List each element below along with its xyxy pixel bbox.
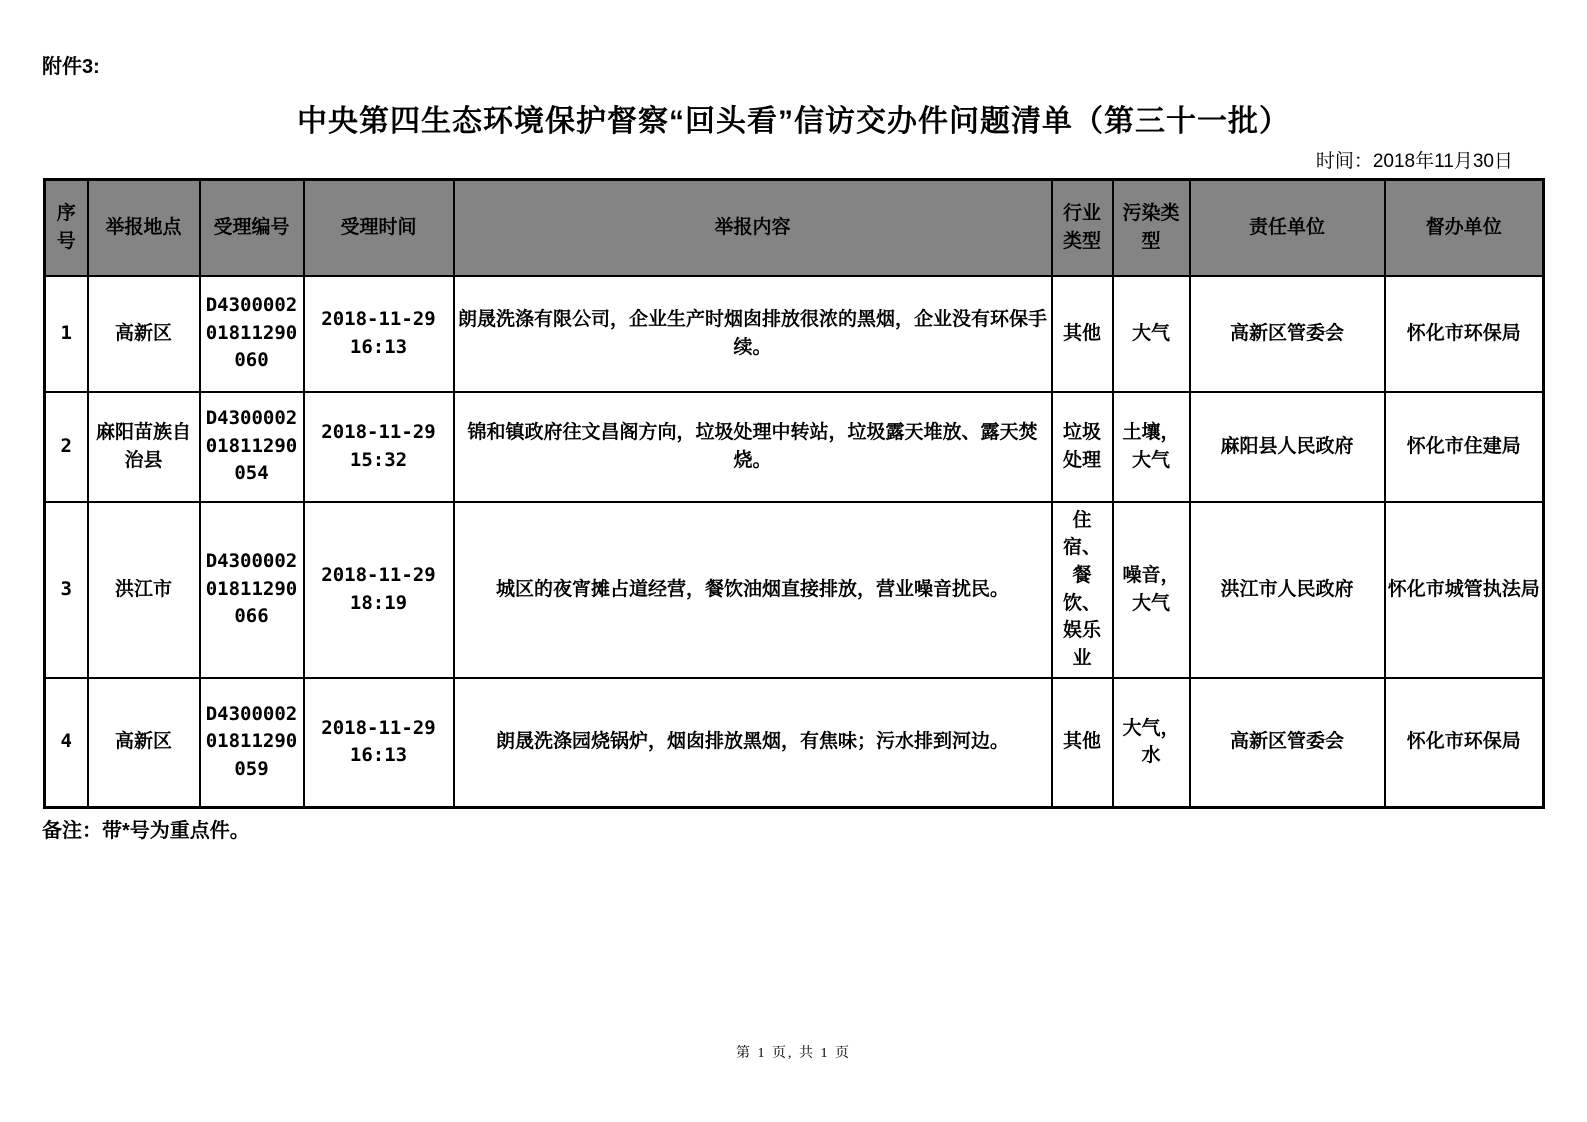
cell-location: 麻阳苗族自治县 [88,392,200,502]
page-number-footer: 第 1 页, 共 1 页 [736,1046,851,1061]
cell-seq: 2 [45,392,88,502]
cell-seq: 1 [45,276,88,392]
cell-supervising-unit: 怀化市住建局 [1385,392,1544,502]
table-row [45,392,1544,502]
header-responsible-unit: 责任单位 [1190,180,1385,276]
page-title: 中央第四生态环境保护督察“回头看”信访交办件问题清单（第三十一批） [297,105,1290,138]
cell-industry: 垃圾处理 [1052,392,1113,502]
cell-pollution: 土壤，大气 [1113,392,1190,502]
cell-location: 洪江市 [88,502,200,678]
attachment-label: 附件3: [42,56,100,78]
cell-responsible-unit: 高新区管委会 [1190,276,1385,392]
table-row [45,678,1544,808]
cell-supervising-unit: 怀化市环保局 [1385,276,1544,392]
table-header-row [45,180,1544,276]
cell-supervising-unit: 怀化市城管执法局 [1385,502,1544,678]
cell-time: 2018-11-29 15:32 [304,392,454,502]
cell-responsible-unit: 麻阳县人民政府 [1190,392,1385,502]
date-label: 时间：2018年11月30日 [1315,151,1513,172]
cell-industry: 其他 [1052,276,1113,392]
cell-time: 2018-11-29 16:13 [304,276,454,392]
header-supervising-unit: 督办单位 [1385,180,1544,276]
remark-note: 备注：带*号为重点件。 [42,820,250,842]
table-row [45,502,1544,678]
cell-industry: 其他 [1052,678,1113,808]
cell-time: 2018-11-29 16:13 [304,678,454,808]
cell-case: D430000201811290066 [200,502,304,678]
header-location: 举报地点 [88,180,200,276]
cell-content: 朗晟洗涤有限公司，企业生产时烟囱排放很浓的黑烟，企业没有环保手续。 [454,276,1052,392]
table-body [45,276,1544,808]
cell-content: 锦和镇政府往文昌阁方向，垃圾处理中转站，垃圾露天堆放、露天焚烧。 [454,392,1052,502]
cell-time: 2018-11-29 18:19 [304,502,454,678]
header-seq: 序号 [45,180,88,276]
cell-responsible-unit: 高新区管委会 [1190,678,1385,808]
cell-seq: 4 [45,678,88,808]
cell-content: 城区的夜宵摊占道经营，餐饮油烟直接排放，营业噪音扰民。 [454,502,1052,678]
cell-seq: 3 [45,502,88,678]
table-row [45,276,1544,392]
cell-pollution: 大气 [1113,276,1190,392]
cell-case: D430000201811290059 [200,678,304,808]
header-case-no: 受理编号 [200,180,304,276]
header-industry: 行业类型 [1052,180,1113,276]
cell-content: 朗晟洗涤园烧锅炉，烟囱排放黑烟，有焦味；污水排到河边。 [454,678,1052,808]
cell-case: D430000201811290054 [200,392,304,502]
cell-industry: 住宿、餐饮、娱乐业 [1052,502,1113,678]
header-content: 举报内容 [454,180,1052,276]
cell-pollution: 噪音，大气 [1113,502,1190,678]
cell-supervising-unit: 怀化市环保局 [1385,678,1544,808]
table-header [45,180,1544,276]
header-pollution: 污染类型 [1113,180,1190,276]
cell-pollution: 大气，水 [1113,678,1190,808]
cell-case: D430000201811290060 [200,276,304,392]
cell-location: 高新区 [88,678,200,808]
cell-responsible-unit: 洪江市人民政府 [1190,502,1385,678]
complaints-table [43,178,1545,809]
cell-location: 高新区 [88,276,200,392]
header-accept-time: 受理时间 [304,180,454,276]
